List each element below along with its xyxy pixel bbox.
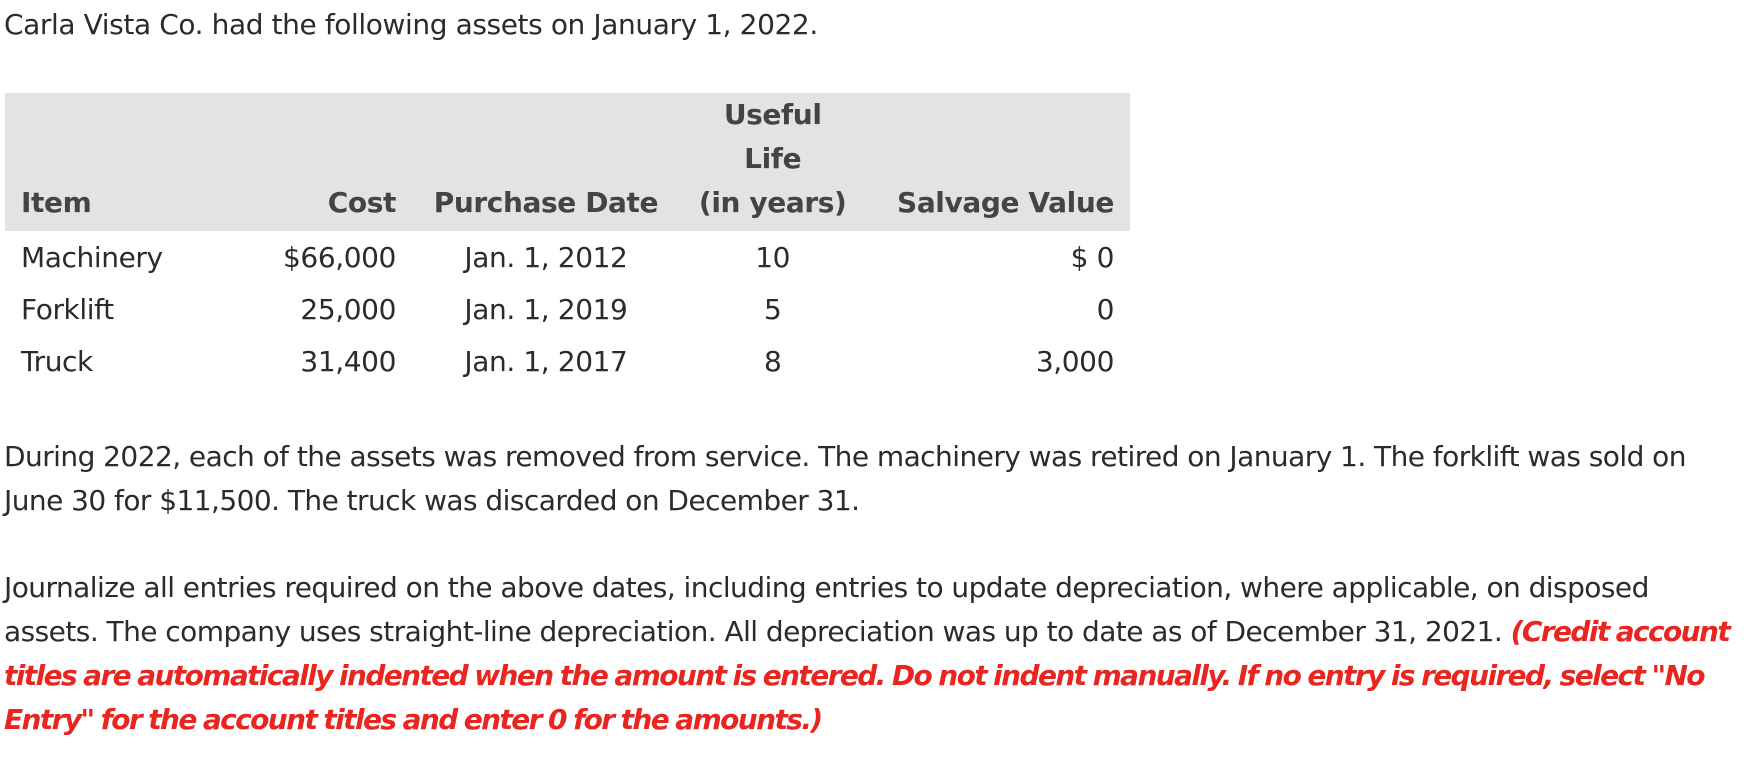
header-row bbox=[5, 93, 1130, 231]
cell-item: Forklift bbox=[21, 292, 114, 326]
header-purchase-date: Purchase Date bbox=[433, 186, 659, 219]
cell-salvage-value: $ 0 bbox=[1070, 240, 1114, 274]
header-item: Item bbox=[21, 186, 92, 219]
table-row bbox=[5, 283, 1130, 335]
cell-salvage-value: 3,000 bbox=[1035, 344, 1114, 378]
header-useful-life-line1: Useful Life bbox=[723, 98, 822, 175]
cell-useful-life: 5 bbox=[763, 292, 782, 326]
cell-item: Machinery bbox=[21, 240, 163, 274]
table-row bbox=[5, 231, 1130, 283]
header-salvage-value: Salvage Value bbox=[897, 186, 1114, 219]
header-useful-life bbox=[680, 93, 866, 231]
problem-task bbox=[4, 566, 1746, 742]
cell-cost: 31,400 bbox=[300, 344, 396, 378]
table-row bbox=[5, 335, 1130, 387]
assets-table-body bbox=[5, 231, 1130, 387]
problem-intro: Carla Vista Co. had the following assets on January 1, 2022. bbox=[4, 8, 818, 41]
cell-cost: 25,000 bbox=[300, 292, 396, 326]
cell-useful-life: 10 bbox=[755, 240, 791, 274]
cell-salvage-value: 0 bbox=[1096, 292, 1114, 326]
cell-purchase-date: Jan. 1, 2019 bbox=[464, 292, 628, 326]
task-text: Journalize all entries required on the above dates, including entries to update depreciation, where applicable, on disposed assets. The company uses straight-line depreciation. All depreciation was up to date as of December 31, 2021. bbox=[4, 571, 1649, 648]
cell-purchase-date: Jan. 1, 2012 bbox=[464, 240, 628, 274]
assets-table-header bbox=[5, 93, 1130, 231]
cell-useful-life: 8 bbox=[763, 344, 782, 378]
problem-description: During 2022, each of the assets was removed from service. The machinery was retired on January 1. The forklift was sold on June 30 for $11,500. The truck was discarded on December 31. bbox=[4, 440, 1686, 517]
cell-cost: $66,000 bbox=[282, 240, 396, 274]
assets-table bbox=[5, 93, 1130, 387]
cell-item: Truck bbox=[21, 344, 93, 378]
header-useful-life-line2: (in years) bbox=[698, 186, 847, 219]
cell-purchase-date: Jan. 1, 2017 bbox=[464, 344, 628, 378]
task-instruction: (Credit account titles are automatically indented when the amount is entered. Do not indent manually. If no entry is required, select "No Entry" for the account titles and enter 0 for the amounts.) bbox=[4, 615, 1730, 736]
header-cost: Cost bbox=[327, 186, 396, 219]
